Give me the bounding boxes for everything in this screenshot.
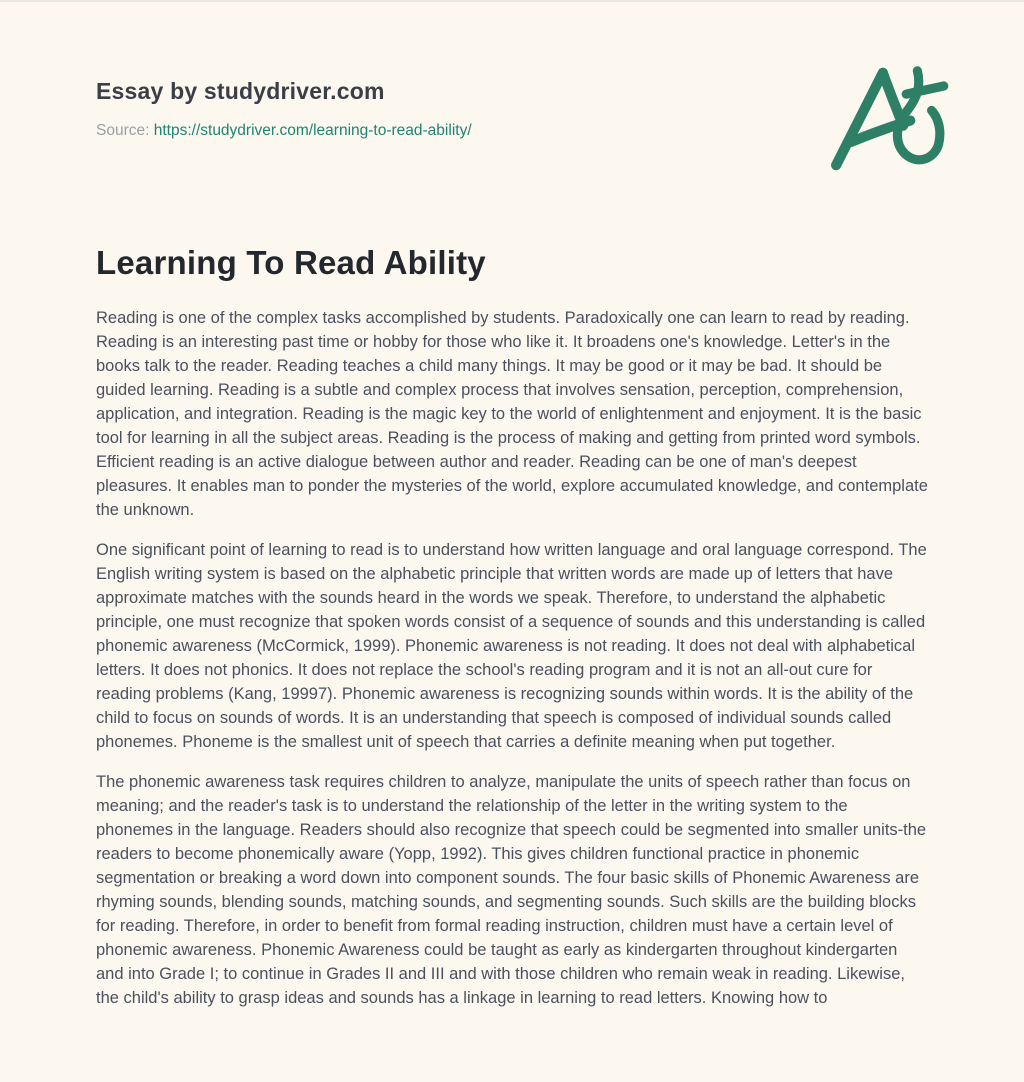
essay-byline: Essay by studydriver.com — [96, 78, 385, 104]
paragraph-1: Reading is one of the complex tasks accomplished by students. Paradoxically one can learn to read by reading. Reading is an interesting past time or hobby for those who like it. It broadens one's knowledge. Letter's in the books talk to the reader. Reading teaches a child many things. It may be good or it may be bad. It should be guided learning. Reading is a subtle and complex process that involves sensation, perception, comprehension, application, and integration. Reading is the magic key to the world of enlightenment and enjoyment. It is the basic tool for learning in all the subject areas. Reading is the process of making and getting from printed word symbols. Efficient reading is an active dialogue between author and reader. Reading can be one of man's deepest pleasures. It enables man to ponder the mysteries of the world, explore accumulated knowledge, and contemplate the unknown. — [96, 309, 928, 519]
page-title: Learning To Read Ability — [96, 244, 486, 281]
source-line — [96, 122, 928, 140]
paragraph-3: The phonemic awareness task requires children to analyze, manipulate the units of speech rather than focus on meaning; and the reader's task is to understand the relationship of the letter in the writing system to the phonemes in the language. Readers should also recognize that speech could be segmented into smaller units-the readers to become phonemically aware (Yopp, 1992). This gives children functional practice in phonemic segmentation or breaking a word down into component sounds. The four basic skills of Phonemic Awareness are rhyming sounds, blending sounds, matching sounds, and segmenting sounds. Such skills are the building blocks for reading. Therefore, in order to benefit from formal reading instruction, children must have a certain level of phonemic awareness. Phonemic Awareness could be taught as early as kindergarten throughout kindergarten and into Grade I; to continue in Grades II and III and with those children who remain weak in reading. Likewise, the child's ability to grasp ideas and sounds has a linkage in learning to read letters. Knowing how to — [96, 773, 927, 1007]
a-plus-logo-icon — [828, 59, 960, 177]
source-url-link[interactable]: https://studydriver.com/learning-to-read-ability/ — [153, 122, 472, 139]
paragraph-2: One significant point of learning to read is to understand how written language and oral language correspond. The English writing system is based on the alphabetic principle that written words are made up of letters that have approximate matches with the sounds heard in the words we speak. Therefore, to understand the alphabetic principle, one must recognize that spoken words consist of a sequence of sounds and this understanding is called phonemic awareness (McCormick, 1999). Phonemic awareness is not reading. It does not deal with alphabetical letters. It does not phonics. It does not replace the school's reading program and it is not an all-out cure for reading problems (Kang, 19997). Phonemic awareness is recognizing sounds within words. It is the ability of the child to focus on sounds of words. It is an understanding that speech is composed of individual sounds called phonemes. Phoneme is the smallest unit of speech that carries a definite meaning when put together. — [96, 541, 927, 751]
source-label: Source: — [96, 122, 150, 139]
article-body — [96, 306, 928, 1010]
essay-page — [0, 2, 1024, 1082]
